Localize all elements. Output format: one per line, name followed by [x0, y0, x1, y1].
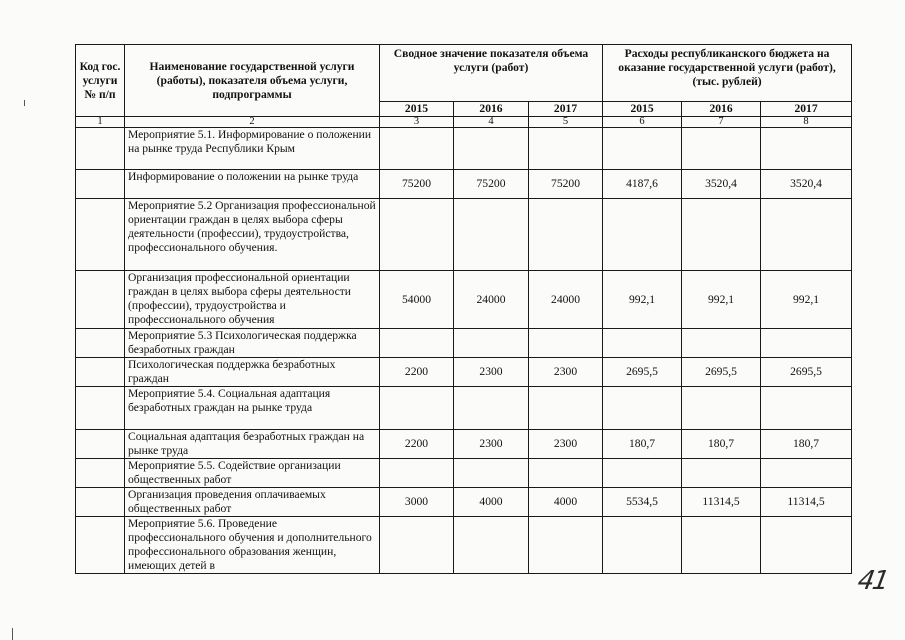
row-value [529, 199, 603, 271]
row-value [529, 329, 603, 358]
row-value [603, 199, 682, 271]
row-value [682, 329, 761, 358]
row-value [380, 459, 454, 488]
column-number: 4 [454, 117, 529, 128]
header-code: Код гос. услуги № п/п [76, 45, 125, 117]
row-code [76, 387, 125, 430]
row-code [76, 459, 125, 488]
scan-mark [12, 628, 13, 640]
row-value: 2200 [380, 358, 454, 387]
row-value: 3000 [380, 488, 454, 517]
table-row [76, 459, 852, 488]
row-code [76, 488, 125, 517]
row-value [603, 128, 682, 170]
row-value [529, 517, 603, 574]
column-numbers-row [76, 117, 852, 128]
row-value: 75200 [454, 170, 529, 199]
row-name: Организация проведения оплачиваемых общественных работ [125, 488, 380, 517]
row-value: 992,1 [682, 271, 761, 329]
row-value: 4187,6 [603, 170, 682, 199]
row-value [761, 517, 852, 574]
row-value [454, 128, 529, 170]
row-value [380, 387, 454, 430]
row-value [380, 517, 454, 574]
column-number: 5 [529, 117, 603, 128]
row-value: 3520,4 [682, 170, 761, 199]
row-value: 4000 [529, 488, 603, 517]
header-year: 2017 [529, 102, 603, 117]
row-value: 2200 [380, 430, 454, 459]
table-row [76, 517, 852, 574]
row-name: Мероприятие 5.1. Информирование о положении на рынке труда Республики Крым [125, 128, 380, 170]
row-name: Мероприятие 5.4. Социальная адаптация безработных граждан на рынке труда [125, 387, 380, 430]
row-value: 75200 [380, 170, 454, 199]
row-value [380, 199, 454, 271]
row-code [76, 128, 125, 170]
column-number: 6 [603, 117, 682, 128]
row-value [529, 459, 603, 488]
row-value: 54000 [380, 271, 454, 329]
row-name: Мероприятие 5.5. Содействие организации общественных работ [125, 459, 380, 488]
row-name: Организация профессиональной ориентации граждан в целях выбора сферы деятельности (профессии), трудоустройства и профессионального обучения [125, 271, 380, 329]
column-number: 7 [682, 117, 761, 128]
table-row [76, 170, 852, 199]
row-name: Психологическая поддержка безработных граждан [125, 358, 380, 387]
row-name: Мероприятие 5.2 Организация профессиональной ориентации граждан в целях выбора сферы деятельности (профессии), трудоустройства, профессионального обучения. [125, 199, 380, 271]
row-value: 3520,4 [761, 170, 852, 199]
row-name: Информирование о положении на рынке труда [125, 170, 380, 199]
column-number: 2 [125, 117, 380, 128]
row-value: 11314,5 [682, 488, 761, 517]
row-value: 24000 [454, 271, 529, 329]
row-value: 4000 [454, 488, 529, 517]
table-row [76, 199, 852, 271]
row-value [682, 128, 761, 170]
row-value [682, 459, 761, 488]
row-value: 992,1 [603, 271, 682, 329]
row-value [761, 459, 852, 488]
row-value: 2300 [454, 430, 529, 459]
row-value: 75200 [529, 170, 603, 199]
row-value: 992,1 [761, 271, 852, 329]
header-budget-group: Расходы республиканского бюджета на оказание государственной услуги (работ), (тыс. рублей) [603, 45, 852, 102]
table-row [76, 128, 852, 170]
row-name: Мероприятие 5.3 Психологическая поддержка безработных граждан [125, 329, 380, 358]
scan-mark [24, 100, 25, 106]
row-value: 2695,5 [682, 358, 761, 387]
row-code [76, 271, 125, 329]
row-value [682, 199, 761, 271]
row-value: 2300 [529, 358, 603, 387]
row-value [603, 329, 682, 358]
row-value [682, 517, 761, 574]
row-value [529, 387, 603, 430]
header-year: 2017 [761, 102, 852, 117]
row-value: 180,7 [761, 430, 852, 459]
row-value [529, 128, 603, 170]
row-value [761, 329, 852, 358]
row-value [761, 199, 852, 271]
header-volume-group: Сводное значение показателя объема услуги (работ) [380, 45, 603, 102]
row-value: 11314,5 [761, 488, 852, 517]
row-value [761, 128, 852, 170]
row-code [76, 199, 125, 271]
table-row [76, 358, 852, 387]
row-value [454, 459, 529, 488]
row-value [380, 128, 454, 170]
row-value [682, 387, 761, 430]
row-value [603, 459, 682, 488]
table-row [76, 488, 852, 517]
row-value [454, 199, 529, 271]
row-value: 180,7 [682, 430, 761, 459]
column-number: 3 [380, 117, 454, 128]
row-value [380, 329, 454, 358]
column-number: 1 [76, 117, 125, 128]
row-value [603, 387, 682, 430]
row-value [454, 517, 529, 574]
table-row [76, 271, 852, 329]
row-value: 24000 [529, 271, 603, 329]
budget-table [75, 44, 852, 574]
row-code [76, 430, 125, 459]
table-row [76, 329, 852, 358]
header-year: 2016 [682, 102, 761, 117]
row-value: 2300 [529, 430, 603, 459]
table-row [76, 430, 852, 459]
page-number: 41 [855, 566, 890, 596]
table-row [76, 387, 852, 430]
header-year: 2015 [603, 102, 682, 117]
row-value: 2695,5 [761, 358, 852, 387]
row-value [454, 387, 529, 430]
row-name: Социальная адаптация безработных граждан на рынке труда [125, 430, 380, 459]
header-year: 2016 [454, 102, 529, 117]
row-value: 2300 [454, 358, 529, 387]
row-value [454, 329, 529, 358]
row-code [76, 517, 125, 574]
row-value [603, 517, 682, 574]
row-code [76, 329, 125, 358]
header-name: Наименование государственной услуги (работы), показателя объема услуги, подпрограммы [125, 45, 380, 117]
row-value: 180,7 [603, 430, 682, 459]
row-value [761, 387, 852, 430]
row-code [76, 170, 125, 199]
row-value: 5534,5 [603, 488, 682, 517]
header-year: 2015 [380, 102, 454, 117]
column-number: 8 [761, 117, 852, 128]
row-name: Мероприятие 5.6. Проведение профессионального обучения и дополнительного профессионального образования женщин, имеющих детей в [125, 517, 380, 574]
row-code [76, 358, 125, 387]
row-value: 2695,5 [603, 358, 682, 387]
